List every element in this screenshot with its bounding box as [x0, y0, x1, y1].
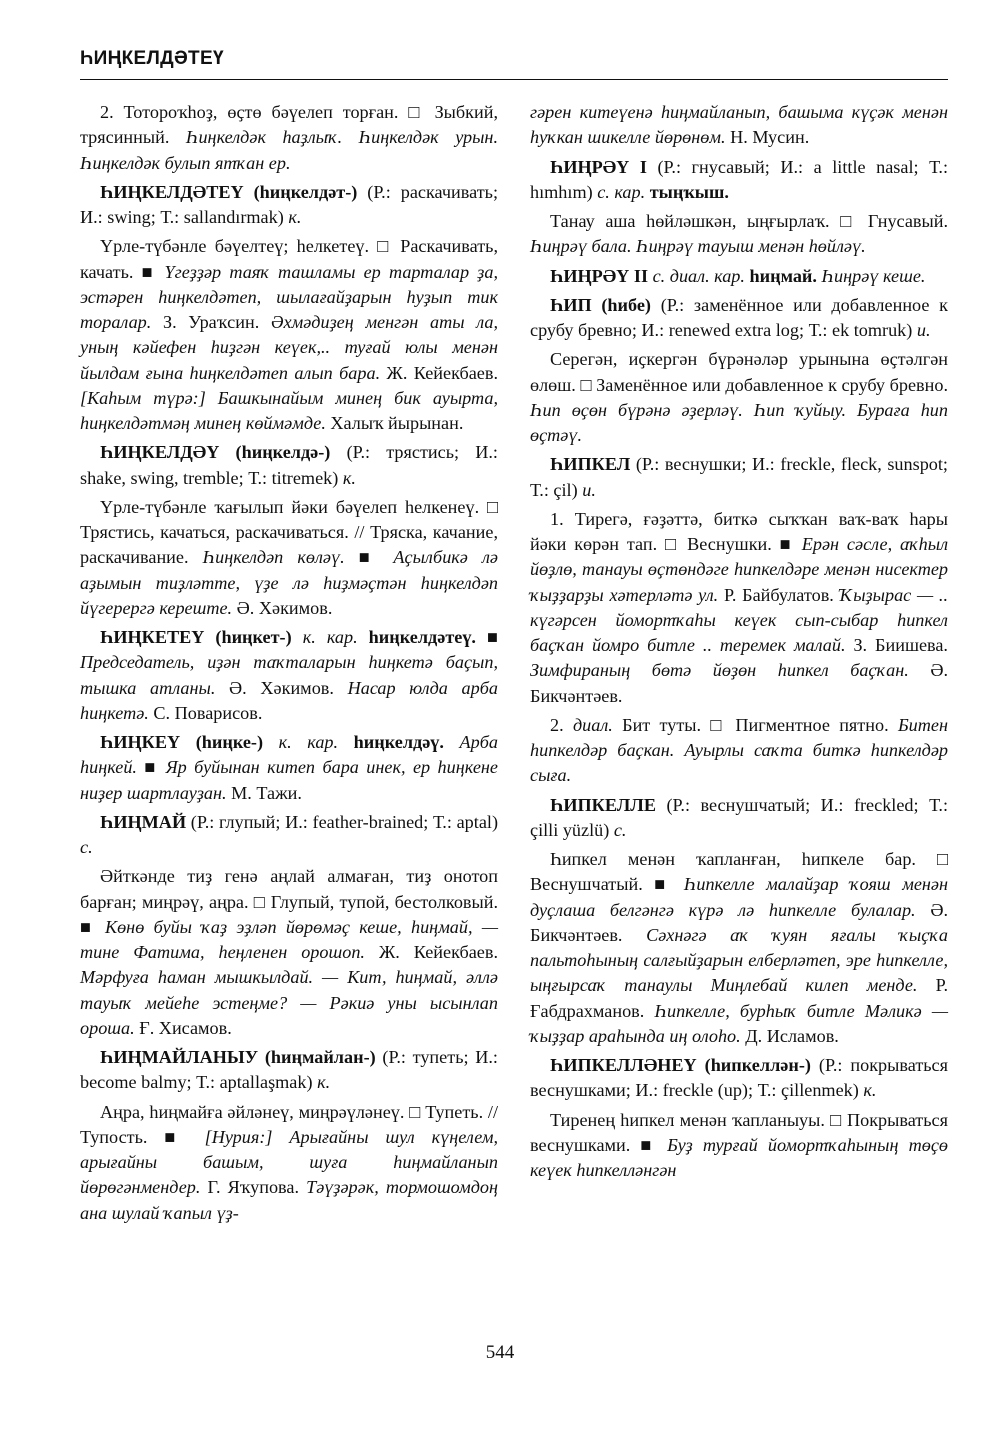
text-run: (Р.: веснушки; И.: freckle, fleck, sunspot; Т.: çil): [530, 454, 948, 500]
dictionary-paragraph: [530, 452, 948, 503]
text-run: ■: [136, 757, 166, 778]
text-run: Сәхнәгә аҡ ҡуян яғалы ҡыҫҡа пальтоһының салғыйҙарын елберләтеп, эре һипкелле, ыңғырсаҡ танаулы Миңлебай килеп менде.: [530, 924, 948, 996]
text-run: Ә. Бикчәнтәев.: [530, 660, 948, 706]
dictionary-paragraph: [530, 264, 948, 289]
text-run: 1. Тирегә, ғәҙәттә, биткә сыҡҡан ваҡ-ваҡ һары йәки көрән тап. □ Веснушки. ■: [530, 508, 948, 554]
dictionary-paragraph: [530, 209, 948, 260]
dictionary-paragraph: [530, 793, 948, 844]
text-run: 2.: [550, 714, 573, 735]
left-column: [80, 100, 498, 1226]
headword: ҺИП (һибе): [550, 294, 661, 315]
text-run: Тәүҙәрәк, тормошомдоң ана шулай ҡапыл үҙ-: [80, 1177, 499, 1223]
dictionary-paragraph: [530, 347, 948, 448]
text-run: и.: [916, 320, 931, 340]
text-run: Аңра, һиңмайға әйләнеү, миңрәүләнеү. □ Тупеть. // Тупость. ■: [80, 1101, 498, 1147]
text-run: с. кар.: [597, 181, 650, 202]
text-run: С. Поварисов.: [148, 702, 263, 723]
text-run: (Р.: покрываться веснушками; И.: freckle (up); Т.: çillenmek): [530, 1055, 948, 1101]
headword: ҺИҢМАЙ: [100, 811, 191, 832]
text-run: Арба һиңкей.: [80, 732, 498, 778]
text-run: Ҡыҙырас — .. күгәрсен йомортҡаһы кеүек сып-сыбар һипкел баҫҡан йомро битле .. теремек малай.: [530, 584, 949, 655]
text-run: Н. Мусин.: [725, 127, 810, 148]
dictionary-paragraph: [530, 1108, 948, 1184]
text-run: ■: [344, 547, 394, 568]
text-run: [Нурия:] Арығайны шул күңелем, арығайны башым, шуға һиңмайланып йөрөгәнмендер.: [80, 1126, 498, 1198]
text-run: 2.: [100, 102, 124, 122]
text-run: (Р.: гнусавый; И.: a little nasal; Т.: hımhım): [530, 156, 948, 202]
dictionary-paragraph: [80, 1100, 498, 1226]
headword: һиңкелдәтеү.: [368, 627, 488, 647]
text-run: Яр буйынан китеп бара инек, ер һиңкене ниҙер шартлауҙан.: [80, 757, 498, 803]
text-run: Халыҡ йырынан.: [325, 413, 464, 433]
dictionary-paragraph: [80, 495, 498, 621]
text-run: Тиренең һипкел менән ҡапланыуы. □ Покрываться веснушками. ■: [530, 1109, 948, 1155]
text-run: Үрле-түбәнле ҡағылып йәки бәүелеп һелкенеү. □ Трястись, качаться, раскачиваться. // Тряска, качание, раскачивание.: [80, 496, 498, 568]
text-run: Ерән сәсле, аҡһыл йөҙлө, танауы өҫтөндәге һипкелдәре менән нисектер ҡыҙҙарҙы хәтерләтә ул.: [530, 534, 949, 605]
dictionary-paragraph: [80, 1045, 498, 1096]
headword: ҺИҢКЕТЕҮ (һиңкет-): [100, 627, 303, 647]
headword: ҺИҢРӘҮ II: [550, 265, 653, 286]
text-run: и.: [582, 479, 596, 500]
text-run: диал.: [572, 714, 623, 735]
text-run: [Каһым түрә:] Башкынайым минең бик ауырта, һиңкелдәтмәң минең көймәмде.: [80, 387, 498, 433]
text-run: (Р.: глупый; И.: feather-brained; Т.: aptal): [190, 811, 498, 832]
text-run: Һиңкелдәп көләү.: [202, 547, 345, 568]
dictionary-paragraph: [80, 730, 498, 806]
text-run: Г. Яҡупова.: [200, 1177, 307, 1198]
text-run: Р. Ғабдрахманов.: [530, 975, 948, 1021]
dictionary-paragraph: [530, 1053, 948, 1104]
text-run: Һиңрәү бала. Һиңрәү тауыш менән һөйләү.: [530, 236, 866, 257]
dictionary-paragraph: [530, 847, 948, 1049]
headword: ҺИПКЕЛЛӘНЕҮ (һипкеллән-): [550, 1055, 819, 1075]
text-run: (Р.: заменённое или добавленное к срубу бревно; И.: renewed extra log; Т.: ek tomruk): [530, 294, 948, 340]
dictionary-paragraph: [80, 625, 498, 726]
text-run: Буҙ турғай йомортҡаһының төҫө кеүек һипкелләнгән: [530, 1134, 948, 1180]
text-run: (Р.: трястись; И.: shake, swing, tremble; Т.: titremek): [80, 442, 498, 488]
text-run: Үрле-түбәнле бәүелтеү; һелкетеү. □ Раскачивать, качать. ■: [80, 236, 498, 282]
headword: ҺИҢКЕЛДӘҮ (һиңкелдә-): [100, 442, 347, 463]
dictionary-paragraph: [80, 180, 498, 231]
text-run: М. Тажи.: [226, 782, 302, 803]
text-run: Ж. Кейекбаев.: [364, 942, 498, 962]
text-run: Һипкел менән ҡапланған, һипкеле бар. □ Веснушчатый. ■: [530, 849, 948, 895]
dictionary-paragraph: [80, 440, 498, 491]
text-run: с. диал. кар.: [652, 265, 750, 286]
text-run: Көнө буйы ҡаҙ эҙләп йөрөмәҫ кеше, һиңмай, — тине Фатима, һеңленен орошоп.: [80, 916, 498, 962]
headword: һиңкелдәү.: [353, 732, 460, 752]
dictionary-paragraph: [80, 810, 498, 861]
text-run: к. кар.: [278, 732, 354, 752]
text-run: Бит туты. □ Пигментное пятно.: [622, 714, 898, 735]
text-run: Ж. Кейекбаев.: [380, 362, 498, 383]
text-run: Ә. Хәкимов.: [232, 597, 333, 618]
text-run: Ә. Хәкимов.: [215, 677, 348, 698]
text-run: (Р.: раскачивать; И.: swing; Т.: sallandırmak): [80, 181, 498, 227]
text-run: гәрен китеүенә һиңмайланып, башыма күҫәк менән һуҡкан шикелле йөрөнөм.: [530, 102, 948, 148]
text-run: З. Ураҡсин.: [151, 312, 271, 332]
text-run: с.: [80, 837, 93, 857]
text-run: Д. Исламов.: [740, 1025, 839, 1046]
text-run: Һип өҫөн бүрәнә әҙерләү. Һип ҡуйыу. Бураға һип өҫтәү.: [530, 399, 948, 445]
dictionary-paragraph: [80, 864, 498, 1041]
text-run: Битен һипкелдәр баҫкан. Ауырлы саҡта биткә һипкелдәр сыға.: [530, 714, 948, 786]
text-run: Әйткәнде тиҙ генә аңлай алмаған, тиҙ онотоп барған; миңрәү, аңра. □ Глупый, тупой, бестолковый. ■: [80, 866, 498, 937]
dictionary-paragraph: [80, 234, 498, 436]
text-run: Председатель, иҙән таҡталарын һиңкетә баҫып, тышка атланы.: [80, 652, 498, 698]
text-run: Насар юлда арба һиңкетә.: [80, 677, 498, 723]
text-run: Һипкелле, бурһыҡ битле Мәликә — ҡыҙҙар араһында иң олоһо.: [530, 1000, 948, 1046]
text-run: Әхмәдиҙең менгән аты ла, уның кәйефен һиҙгән кеүек,.. туғай юлы менән йылдам ғына һиңкелдәтеп алып бара.: [80, 312, 498, 383]
text-run: Ғ. Хисамов.: [134, 1017, 232, 1038]
right-column: [530, 100, 948, 1183]
dictionary-paragraph: [530, 713, 948, 789]
page-number: 544: [485, 1342, 515, 1363]
text-run: Аҫылбикә лә аҙымын тиҙләтте, үҙе лә һиҙмәҫтән һиңкелдәп йүгерергә керешт​е.: [80, 547, 498, 618]
text-run: □ Зыбкий, трясинный.: [80, 102, 499, 148]
running-head: ҺИҢКЕЛДӘТЕҮ: [80, 48, 224, 69]
text-run: Һиңкелдәк һаҙлыҡ. Һиңкелдәк урын. Һиңкелдәк булып ятҡан ер.: [80, 127, 499, 173]
text-run: к.: [317, 1072, 331, 1093]
dictionary-paragraph: [80, 100, 498, 176]
text-run: Р. Байбулатов.: [718, 584, 840, 605]
headword: ҺИПКЕЛЛЕ: [550, 794, 667, 815]
text-run: ■: [487, 627, 499, 647]
header-rule: [80, 79, 948, 80]
text-run: Танау аша һөйләшкән, ыңғырлаҡ. □ Гнусавый.: [550, 211, 948, 231]
dictionary-paragraph: [530, 100, 948, 151]
headword: ҺИПКЕЛ: [550, 454, 636, 475]
headword: ҺИҢКЕҮ (һиңке-): [100, 732, 279, 752]
text-run: Мәрфуға һаман мышкылдай. — Кит, һиңмай, әллә тауыҡ мейеһе эстеңме? — Рәкиә уны ысынлап ороша.: [80, 967, 498, 1038]
text-run: Тотороҡһоҙ, өҫтө бәүелеп торған.: [123, 102, 409, 122]
headword: һиңмай.: [749, 265, 822, 286]
text-run: Үгеҙҙәр таяҡ ташламы ер тарталар ҙа, эстәрен һиңкелдәтеп, шылағайҙарын һуҙып тик торалар.: [80, 261, 498, 332]
dictionary-paragraph: [530, 507, 948, 709]
text-run: Зимфираның бөтә йөҙөн һипкел баҫҡан.: [530, 660, 909, 681]
text-run: к.: [863, 1080, 877, 1101]
text-run: к.: [342, 467, 356, 488]
text-run: З. Биишева.: [845, 635, 948, 655]
text-run: Ә. Бикчәнтәев.: [530, 899, 948, 945]
dictionary-paragraph: [530, 293, 948, 344]
text-run: к.: [288, 207, 302, 227]
text-run: (Р.: веснушчатый; И.: freckled; Т.: çilli yüzlü): [530, 794, 948, 840]
text-run: (Р.: тупеть; И.: become balmy; Т.: aptallaşmak): [80, 1047, 498, 1093]
headword: ҺИҢРӘҮ I: [550, 156, 658, 177]
headword: тыңҡыш.: [649, 181, 729, 202]
text-run: Һипкелле малайҙар ҡояш менән дуҫлаша белгәнгә күрә лә һипкелле булалар.: [530, 874, 949, 920]
headword: ҺИҢМАЙЛАНЫУ (һиңмайлан-): [100, 1047, 383, 1067]
text-run: Серегән, иҫкергән бүрәнәләр урынына өҫтәлгән өлөш. □ Заменённое или добавленное к срубу бревно.: [530, 349, 948, 395]
text-run: Һиңрәү кеше.: [821, 265, 926, 286]
dictionary-paragraph: [530, 155, 948, 206]
headword: ҺИҢКЕЛДӘТЕҮ (һиңкелдәт-): [100, 181, 368, 202]
text-run: к. кар.: [302, 627, 369, 647]
text-run: с.: [613, 819, 627, 840]
